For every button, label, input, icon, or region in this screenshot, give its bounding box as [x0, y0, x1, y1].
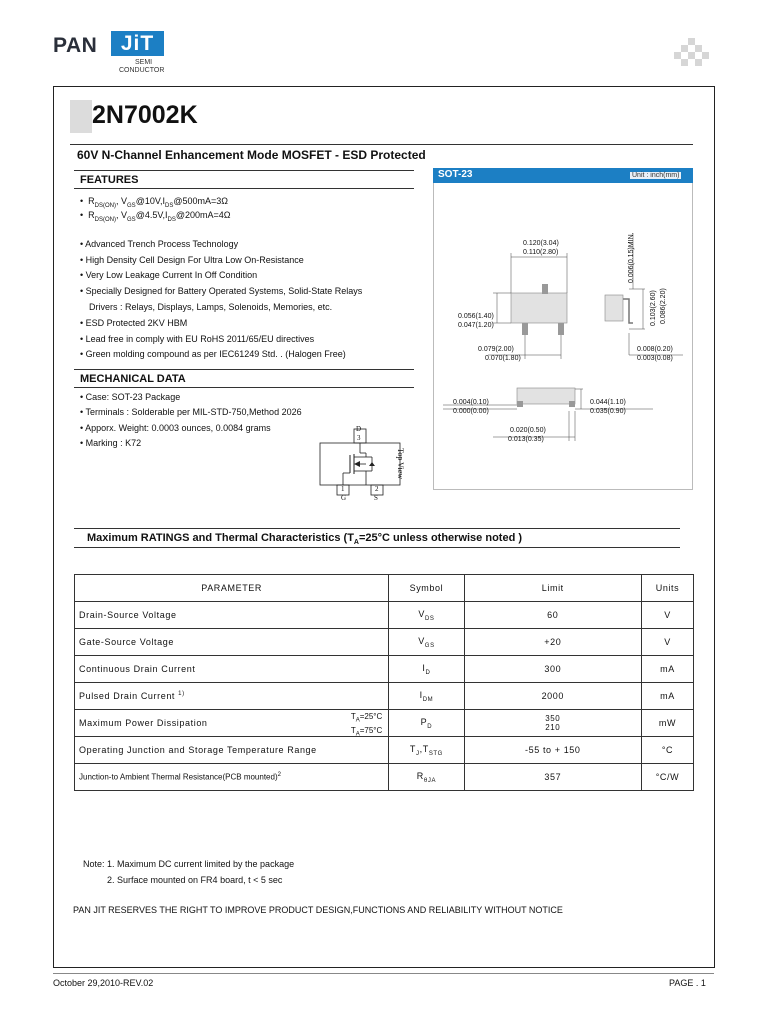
- mechanical-item: • Apporx. Weight: 0.0003 ounces, 0.0084 grams: [80, 423, 271, 433]
- feature-item: • Very Low Leakage Current In Off Condition: [80, 270, 258, 280]
- unit-cell: mA: [641, 656, 693, 683]
- symbol-main: P: [420, 716, 428, 727]
- logo-semi-line1: SEMI: [135, 59, 153, 66]
- footer-page: PAGE . 1: [669, 978, 706, 988]
- symbol-sub: θJA: [423, 777, 437, 784]
- limit-cell: -55 to + 150: [464, 737, 641, 764]
- pin-s-label: S: [374, 494, 378, 502]
- table-row: [75, 683, 694, 710]
- rdson1-cond: @10V,I: [135, 196, 166, 206]
- param-cell: [75, 683, 389, 710]
- pin-2-label: 2: [375, 485, 379, 493]
- dim-b1: 0.044(1.10): [590, 399, 626, 406]
- pin-3-label: 3: [357, 434, 361, 442]
- part-number: 2N7002K: [92, 101, 198, 129]
- limit-cell: 2000: [464, 683, 641, 710]
- table-header-row: [75, 575, 694, 602]
- dim-b2: 0.035(0.90): [590, 408, 626, 415]
- unit-cell: mW: [641, 710, 693, 737]
- feature-item: • High Density Cell Design For Ultra Low On-Resistance: [80, 255, 304, 265]
- rdson2-r: R: [88, 210, 95, 220]
- dim-c1: 0.020(0.50): [510, 427, 546, 434]
- ratings-bottom-line: [74, 547, 680, 548]
- dim-w2: 0.110(2.80): [523, 249, 559, 256]
- feature-item: • Advanced Trench Process Technology: [80, 239, 239, 249]
- package-drawing: [433, 183, 691, 488]
- symbol-main: T: [409, 743, 416, 754]
- pin-d-label: D: [356, 425, 362, 433]
- symbol-main-2: ,T: [419, 743, 429, 754]
- dim-h1: 0.056(1.40): [458, 313, 494, 320]
- ratings-table: [74, 574, 694, 791]
- symbol-sub: GS: [424, 642, 435, 649]
- ratings-title-post: =25°C unless otherwise noted ): [358, 532, 523, 544]
- note-1: Note: 1. Maximum DC current limited by the package: [83, 859, 295, 869]
- unit-cell: °C: [641, 737, 693, 764]
- logo-semiconductor: [119, 59, 164, 75]
- param-cell: [75, 764, 389, 791]
- dim-h2: 0.047(1.20): [458, 322, 494, 329]
- symbol-main: I: [419, 689, 423, 700]
- rdson1-tail: @500mA=3Ω: [173, 196, 229, 206]
- unit-cell: mA: [641, 683, 693, 710]
- dim-t2: 0.003(0.08): [637, 355, 673, 362]
- ratings-title-pre: Maximum RATINGS and Thermal Characteristics (T: [87, 532, 354, 544]
- rdson2-v-sub: GS: [127, 216, 136, 223]
- symbol-sub: D: [427, 723, 433, 730]
- symbol-cell: [389, 764, 464, 791]
- cond1-a: T: [350, 712, 356, 721]
- dim-s2: 0.086(2.20): [660, 288, 667, 324]
- ratings-top-line: [74, 528, 680, 529]
- mechanical-top-line: [74, 369, 414, 370]
- symbol-main: I: [422, 662, 426, 673]
- ratings-title-sub: A: [353, 539, 359, 547]
- dim-a1: 0.004(0.10): [453, 399, 489, 406]
- symbol-sub: DM: [422, 696, 434, 703]
- limit-cell: +20: [464, 629, 641, 656]
- mechanical-item: • Terminals : Solderable per MIL-STD-750,Method 2026: [80, 407, 302, 417]
- symbol-sub-2: STG: [428, 750, 443, 757]
- table-row: [75, 710, 694, 737]
- dim-min: 0.006(0.15)MIN.: [628, 232, 635, 283]
- rdson2-v: , V: [116, 210, 128, 220]
- header-limit: Limit: [464, 575, 641, 602]
- param-text: Maximum Power Dissipation: [79, 718, 208, 728]
- features-top-line: [74, 170, 414, 171]
- title-divider: [70, 144, 693, 145]
- dim-t1: 0.008(0.20): [637, 346, 673, 353]
- rdson2-r-sub: DS(ON): [94, 216, 116, 223]
- pin-1-label: 1: [341, 485, 345, 493]
- symbol-cell: [389, 602, 464, 629]
- feature-rdson-1: • $R_{DS(ON)}$, $V_{GS}@10V,I_{DS}@500mA=3\Omega$: [80, 196, 229, 209]
- disclaimer: PAN JIT RESERVES THE RIGHT TO IMPROVE PRODUCT DESIGN,FUNCTIONS AND RELIABILITY WITHOUT NOTICE: [73, 905, 563, 915]
- features-heading: FEATURES: [80, 174, 139, 186]
- footer-date: October 29,2010-REV.02: [53, 978, 154, 988]
- ratings-title: [87, 532, 522, 546]
- param-sup: 1): [178, 691, 185, 697]
- unit-cell: °C/W: [641, 764, 693, 791]
- symbol-sub: DS: [424, 615, 435, 622]
- symbol-cell: [389, 710, 464, 737]
- note-2: 2. Surface mounted on FR4 board, t < 5 sec: [107, 875, 283, 885]
- dim-p1: 0.079(2.00): [478, 346, 514, 353]
- mechanical-item: • Marking : K72: [80, 438, 142, 448]
- limit-value-2: 210: [545, 723, 561, 732]
- package-name: SOT-23: [438, 169, 473, 180]
- feature-item: Drivers : Relays, Displays, Lamps, Solenoids, Memories, etc.: [89, 302, 333, 312]
- symbol-cell: [389, 629, 464, 656]
- symbol-main: V: [418, 635, 425, 646]
- param-text: Pulsed Drain Current: [79, 691, 176, 701]
- param-sup: 2: [277, 772, 281, 779]
- param-cell: Continuous Drain Current: [75, 656, 389, 683]
- header-parameter: PARAMETER: [75, 575, 389, 602]
- dim-p2: 0.070(1.80): [485, 355, 521, 362]
- feature-item: • Lead free in comply with EU RoHS 2011/65/EU directives: [80, 334, 315, 344]
- rdson1-i-sub: DS: [165, 202, 174, 209]
- table-row: [75, 602, 694, 629]
- cond2-sub: A: [355, 731, 360, 738]
- feature-item: • ESD Protected 2KV HBM: [80, 318, 188, 328]
- logo-jit: JiT: [111, 31, 164, 56]
- part-number-accent: [70, 100, 92, 133]
- header-symbol: Symbol: [389, 575, 464, 602]
- feature-rdson-2: • $R_{DS(ON)}$, $V_{GS}@4.5V,I_{DS}@200mA=4\Omega$: [80, 210, 231, 223]
- cond1-sub: A: [355, 717, 360, 724]
- param-cell: Drain-Source Voltage: [75, 602, 389, 629]
- power-conditions: [351, 712, 382, 739]
- rdson2-cond: @4.5V,I: [135, 210, 168, 220]
- top-view-label: Top View: [396, 448, 405, 480]
- rdson1-r-sub: DS(ON): [94, 202, 116, 209]
- header-units: Units: [641, 575, 693, 602]
- table-row: [75, 656, 694, 683]
- dim-s1: 0.103(2.60): [650, 290, 657, 326]
- limit-cell: [464, 710, 641, 737]
- feature-item: • Specially Designed for Battery Operated Systems, Solid-State Relays: [80, 286, 363, 296]
- page-subtitle: 60V N-Channel Enhancement Mode MOSFET - ESD Protected: [77, 148, 426, 162]
- param-text: Junction-to Ambient Thermal Resistance(PCB mounted): [79, 772, 278, 782]
- cond2-b: =75°C: [359, 725, 383, 735]
- table-row: [75, 629, 694, 656]
- dim-w1: 0.120(3.04): [523, 240, 559, 247]
- symbol-main: R: [416, 770, 424, 781]
- cond1-b: =25°C: [359, 712, 383, 721]
- cond2-a: T: [350, 725, 356, 735]
- limit-cell: 60: [464, 602, 641, 629]
- symbol-main: V: [418, 608, 425, 619]
- logo-pan: PAN: [53, 34, 98, 57]
- symbol-cell: [389, 683, 464, 710]
- logo-semi-line2: CONDUCTOR: [119, 67, 165, 74]
- table-row: [75, 737, 694, 764]
- unit-cell: V: [641, 602, 693, 629]
- mechanical-bottom-line: [74, 387, 414, 388]
- mechanical-heading: MECHANICAL DATA: [80, 373, 186, 385]
- rdson1-v-sub: GS: [127, 202, 136, 209]
- footer-line: [53, 973, 714, 974]
- limit-value-1: 350: [545, 714, 561, 723]
- symbol-sub: D: [425, 669, 431, 676]
- pin-g-label: G: [341, 494, 347, 502]
- symbol-cell: [389, 656, 464, 683]
- package-unit: Unit : inch(mm): [632, 172, 680, 179]
- decorative-pattern-icon: [674, 38, 710, 68]
- limit-cell: 357: [464, 764, 641, 791]
- param-cell: Gate-Source Voltage: [75, 629, 389, 656]
- symbol-cell: [389, 737, 464, 764]
- dim-c2: 0.013(0.35): [508, 436, 544, 443]
- rdson1-r: R: [88, 196, 95, 206]
- mechanical-item: • Case: SOT-23 Package: [80, 392, 181, 402]
- feature-item: • Green molding compound as per IEC61249 Std. . (Halogen Free): [80, 349, 346, 359]
- rdson2-i-sub: DS: [167, 216, 176, 223]
- dim-a2: 0.000(0.00): [453, 408, 489, 415]
- unit-cell: V: [641, 629, 693, 656]
- param-cell: [75, 710, 389, 737]
- rdson1-v: , V: [116, 196, 128, 206]
- features-bottom-line: [74, 188, 414, 189]
- limit-cell: 300: [464, 656, 641, 683]
- rdson2-tail: @200mA=4Ω: [175, 210, 231, 220]
- table-row: [75, 764, 694, 791]
- symbol-sub: J: [416, 750, 420, 757]
- param-cell: Operating Junction and Storage Temperature Range: [75, 737, 389, 764]
